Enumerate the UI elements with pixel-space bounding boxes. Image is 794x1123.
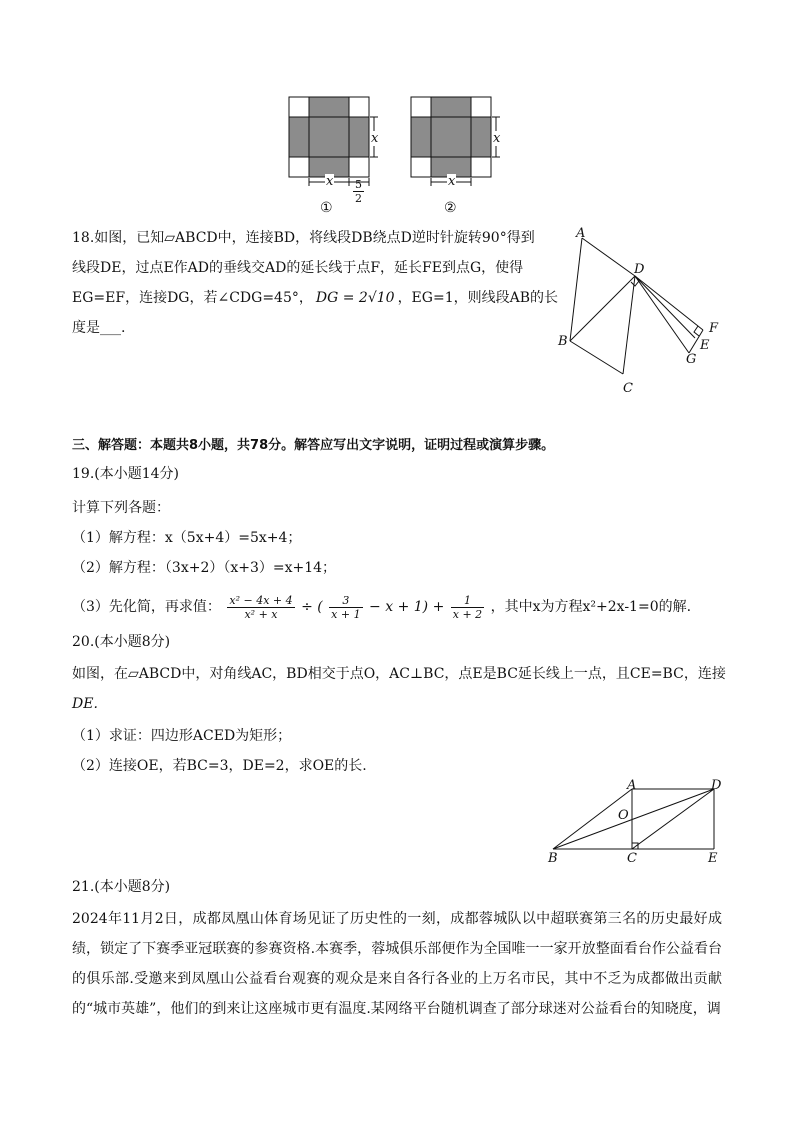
q18-line3: EG=EF，连接DG，若∠CDG=45°， DG = 2√10 ，EG=1，则线段AB的长 <box>72 290 559 306</box>
x-label-fig2-right: x <box>493 131 501 146</box>
q20-part1: （1）求证：四边形ACED为矩形； <box>72 728 292 744</box>
q18-line1: 18.如图，已知▱ABCD中，连接BD，将线段DB绕点D逆时针旋转90°得到 <box>72 230 535 246</box>
net-figure-2 <box>411 97 500 186</box>
q20-header: 20.(本小题8分) <box>72 634 171 650</box>
q19-part1: （1）解方程：x（5x+4）=5x+4； <box>72 530 302 546</box>
q18-point-A: A <box>576 226 586 241</box>
q20-point-O: O <box>618 808 629 823</box>
net-figures <box>280 92 510 212</box>
net-figure-1 <box>289 97 378 186</box>
q18-point-C: C <box>623 381 633 396</box>
section3-title: 三、解答题：本题共8小题，共78分。解答应写出文字说明，证明过程或演算步骤。 <box>72 438 555 453</box>
x-label-fig1-right: x <box>371 131 379 146</box>
q19-frac3: $\frac{1}{x + 2}$ <box>452 593 483 621</box>
q20-point-D: D <box>711 778 722 793</box>
q19-frac1: $\frac{\text{x² − 4x + 4}}{\text{x² + x}}$ <box>229 593 293 621</box>
q18-point-E: E <box>700 338 710 353</box>
q18-point-G: G <box>686 352 697 367</box>
q18-figure <box>555 224 725 399</box>
q18-point-F: F <box>709 321 719 336</box>
q21-header: 21.(本小题8分) <box>72 879 171 895</box>
q20-point-B: B <box>548 851 558 866</box>
q21-body: 2024年11月2日，成都凤凰山体育场见证了历史性的一刻，成都蓉城队以中超联赛第三名的历史最好成绩，锁定了下赛季亚冠联赛的参赛资格.本赛季，蓉城俱乐部便作为全国唯一一家开放整面看台作公益看台的俱乐部.受邀来到凤凰山公益看台观赛的观众是来自各行各业的上万名市民，其中不乏为成都做出贡献的“城市英雄”，他们的到来让这座城市更有温度.某网络平台随机调查了部分球迷对公益看台的知晓度，调 <box>72 911 722 1017</box>
q20-point-E: E <box>708 851 718 866</box>
q18-point-D: D <box>634 262 645 277</box>
q20-point-C: C <box>627 851 637 866</box>
q18-line4: 度是___. <box>72 320 126 336</box>
q20-point-A: A <box>627 778 637 793</box>
figure-label-1: ① <box>320 200 333 216</box>
q20-figure <box>545 786 725 856</box>
q20-line2: DE. <box>72 696 98 712</box>
q20-line1: 如图，在▱ABCD中，对角线AC，BD相交于点O，AC⊥BC，点E是BC延长线上一点，且CE=BC，连接 <box>72 666 726 682</box>
x-label-fig2-bottom: x <box>448 174 456 189</box>
q19-part3: （3）先化简，再求值： $\frac{\text{x² − 4x + 4}}{\text{x² + x}}$ ÷ ( $\frac{3}{x + 1}$ − x + 1) + $\frac{1}{x + 2}$ ，其中x为方程x²+2x-1=0的解. <box>72 593 692 621</box>
five-halves-label: $\frac{5}{2}$ <box>355 178 362 205</box>
q18-dg-value: DG = 2√10 <box>315 290 395 306</box>
q19-part2: （2）解方程：（3x+2）（x+3）=x+14； <box>72 560 337 576</box>
q18-line2: 线段DE，过点E作AD的垂线交AD的延长线于点F，延长FE到点G，使得 <box>72 260 524 276</box>
x-label-fig1-bottom: x <box>326 174 334 189</box>
q19-frac2: $\frac{3}{x + 1}$ <box>331 593 361 621</box>
q19-intro: 计算下列各题： <box>72 500 170 516</box>
q20-part2: （2）连接OE，若BC=3，DE=2，求OE的长. <box>72 758 367 774</box>
q19-header: 19.(本小题14分) <box>72 466 180 482</box>
q18-point-B: B <box>558 334 568 349</box>
figure-label-2: ② <box>444 200 457 216</box>
